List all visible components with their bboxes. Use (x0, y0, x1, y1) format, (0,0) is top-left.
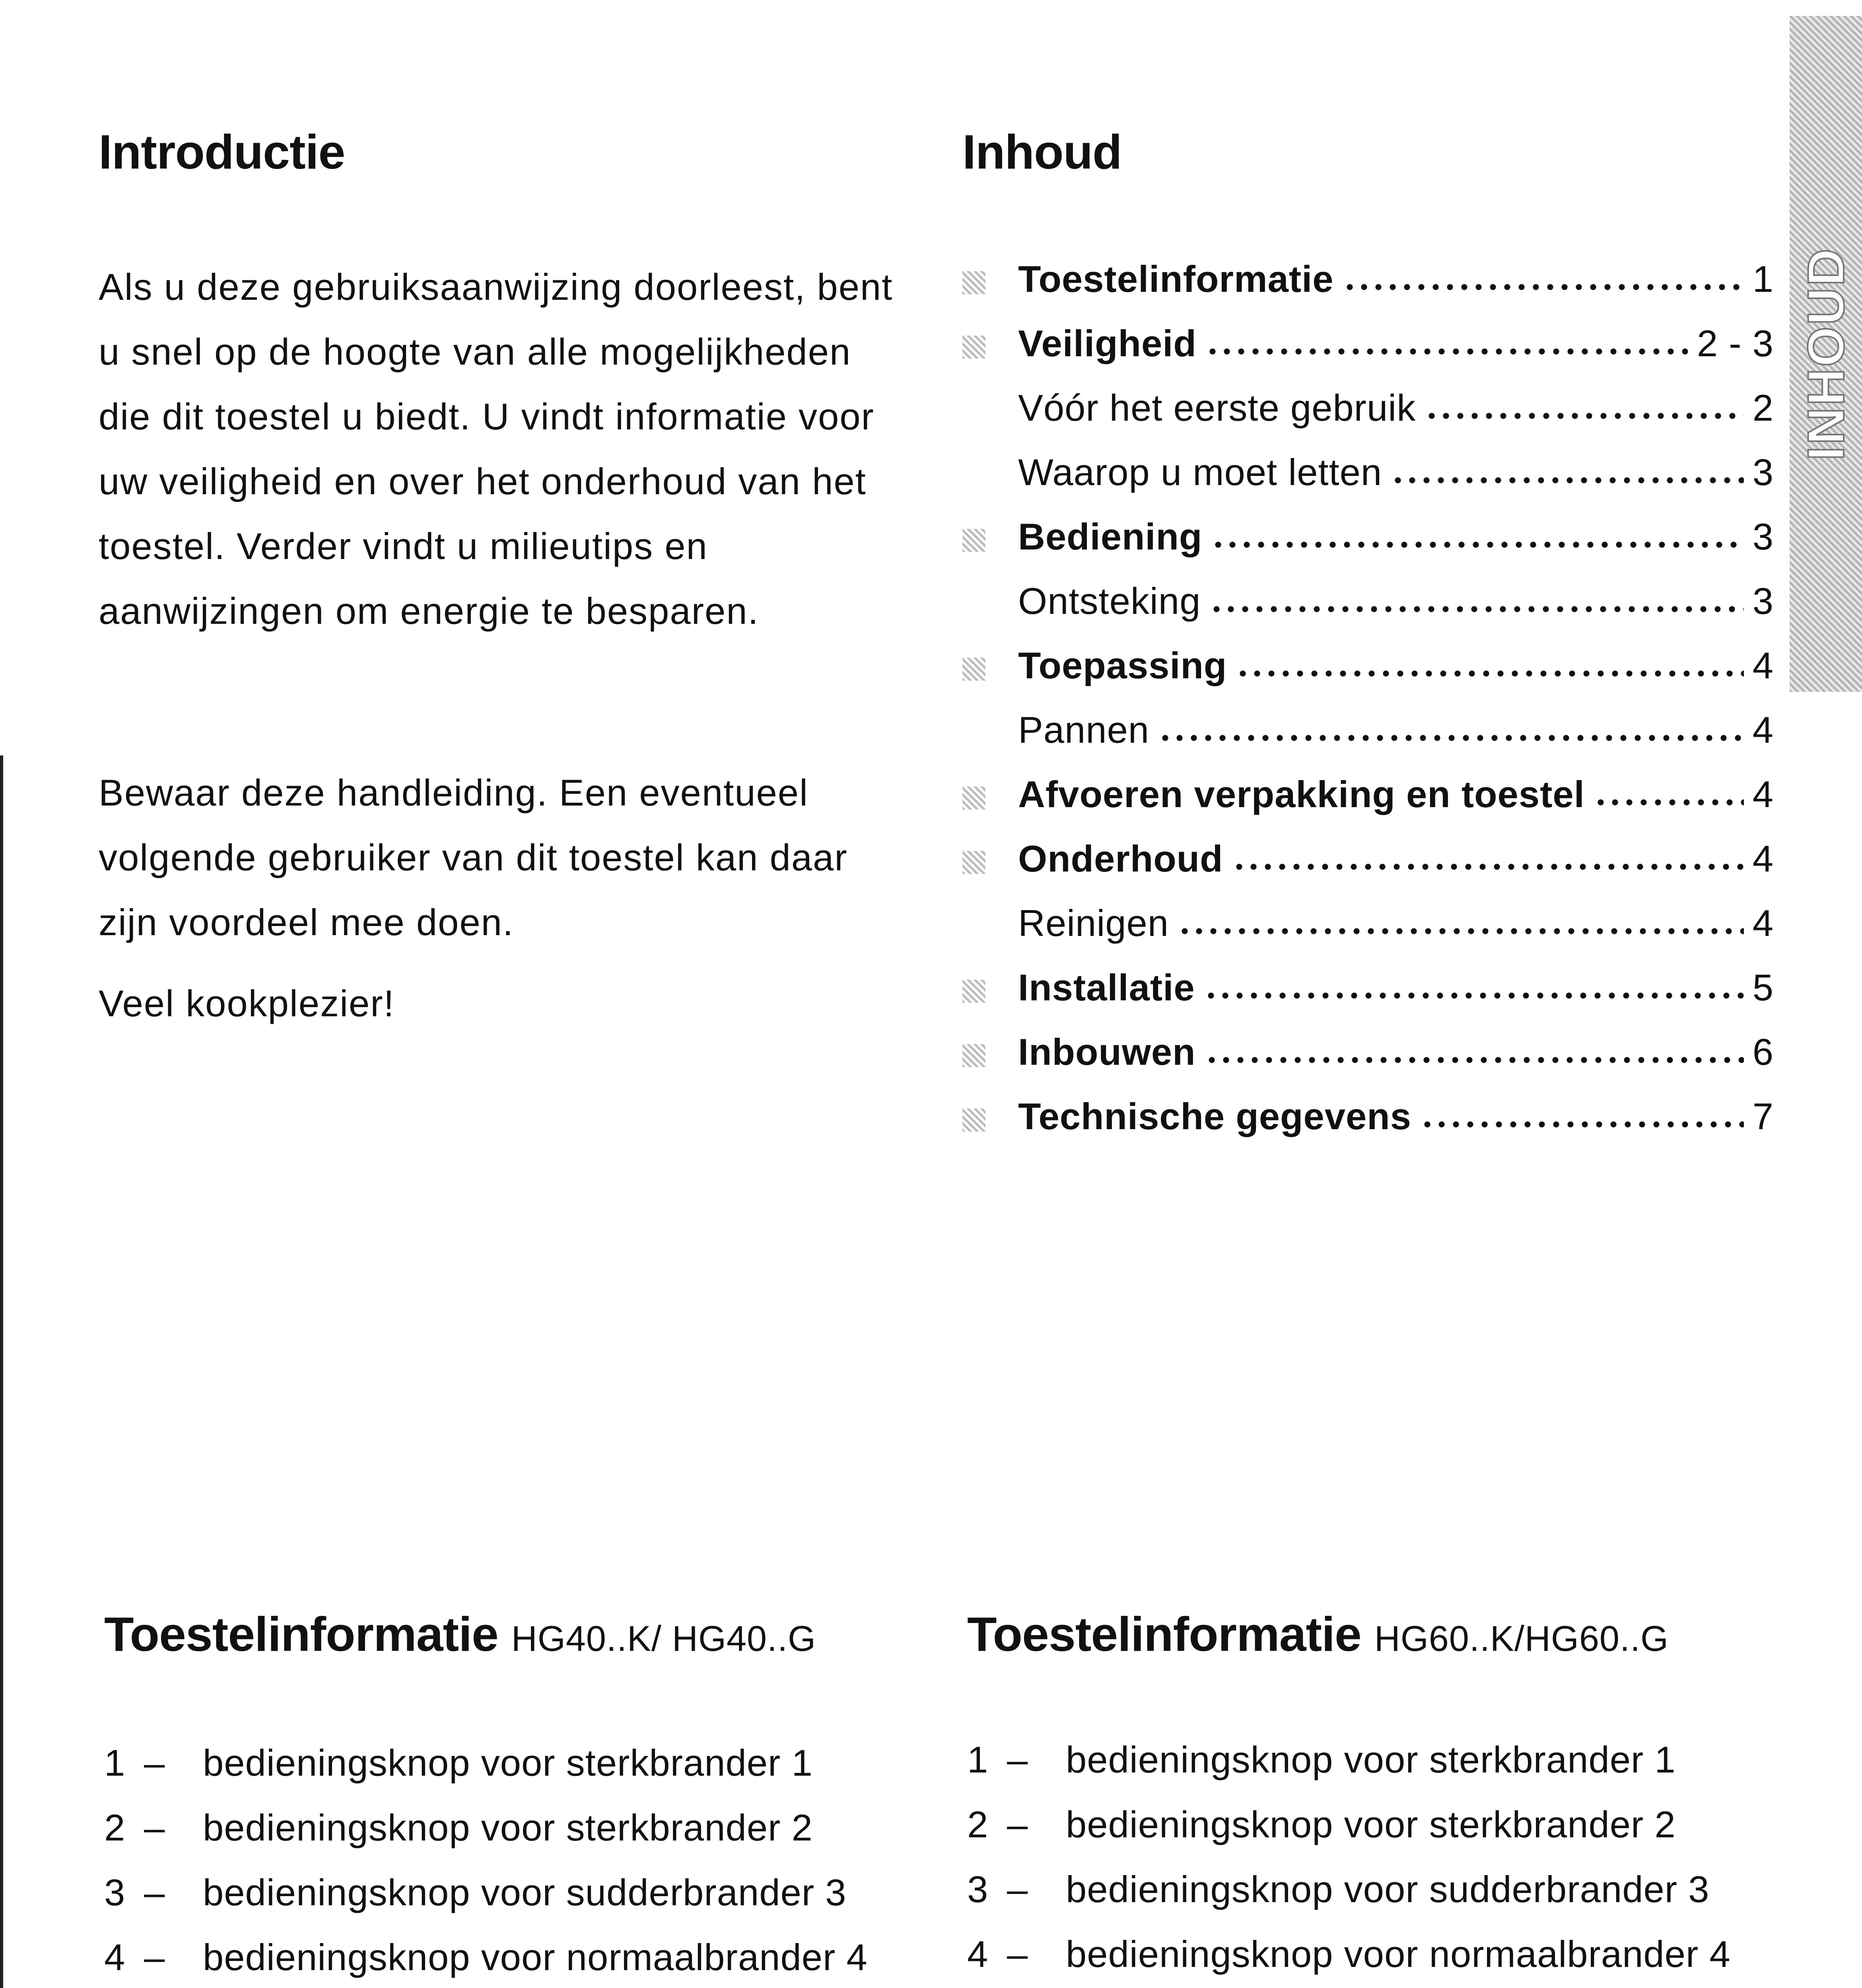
list-dash: – (144, 1742, 165, 1784)
component-list-left (104, 1734, 963, 1988)
toc-entry (962, 701, 1774, 766)
toc-entry-line (1018, 580, 1774, 627)
component-description: bedieningsknop voor sudderbrander 3 (1066, 1868, 1710, 1910)
toc-entry-line (1018, 773, 1774, 821)
list-dash: – (144, 1807, 165, 1848)
toc-entry (962, 379, 1774, 444)
toc-entry-title: Bediening (1018, 516, 1203, 557)
dot-leader (1205, 1035, 1744, 1065)
dot-leader (1236, 648, 1743, 678)
toc-entry-line (1018, 515, 1774, 563)
model-number: HG60..K/HG60..G (1374, 1619, 1669, 1659)
component-description: bedieningsknop voor sterkbrander 2 (203, 1807, 813, 1848)
section-tab-label: INHOUD (1797, 247, 1855, 461)
component-item (104, 1734, 963, 1798)
component-item (967, 1860, 1826, 1925)
toc-entry-line (1018, 1031, 1774, 1078)
intro-line: Als u deze gebruiksaanwijzing doorleest, bent (99, 266, 893, 308)
toc-page-number: 2 (1752, 387, 1774, 429)
toc-entry-line (1018, 902, 1774, 949)
component-description: bedieningsknop voor normaalbrander 4 (1066, 1933, 1731, 1975)
toc-entry-title: Vóór het eerste gebruik (1018, 387, 1416, 429)
intro-line: Veel kookplezier! (99, 982, 395, 1024)
toc-entry (962, 315, 1774, 379)
component-item (104, 1928, 963, 1988)
dot-leader (1211, 519, 1743, 549)
dot-leader (1420, 1099, 1744, 1129)
section-tab-inhoud (1790, 16, 1862, 692)
toc-entry-line (1018, 644, 1774, 692)
intro-line: die dit toestel u biedt. U vindt informatie voor (99, 396, 875, 437)
section-marker-icon (962, 271, 985, 294)
toc-page-number: 4 (1752, 645, 1774, 686)
toc-entry (962, 959, 1774, 1023)
list-dash: – (1007, 1933, 1028, 1975)
section-marker-icon (962, 851, 985, 874)
toc-entry-line (1018, 322, 1774, 370)
intro-line: zijn voordeel mee doen. (99, 901, 514, 943)
toc-entry-title: Onderhoud (1018, 838, 1223, 879)
intro-line: uw veiligheid en over het onderhoud van het (99, 460, 867, 502)
dot-leader (1178, 906, 1744, 936)
dot-leader (1343, 262, 1744, 292)
section-marker-icon (962, 1044, 985, 1067)
dot-leader (1205, 326, 1688, 356)
section-marker-icon (962, 529, 985, 552)
intro-paragraph-2 (99, 760, 918, 955)
dot-leader (1425, 390, 1744, 421)
dot-leader (1158, 712, 1744, 743)
section-marker-icon (962, 336, 985, 359)
toc-page-number: 4 (1752, 709, 1774, 751)
component-description: bedieningsknop voor normaalbrander 4 (203, 1936, 868, 1978)
toc-entry-title: Reinigen (1018, 902, 1169, 944)
dot-leader (1204, 970, 1744, 1000)
list-dash: – (1007, 1804, 1028, 1845)
component-number: 3 (967, 1868, 989, 1910)
intro-line: Bewaar deze handleiding. Een eventueel (99, 772, 809, 813)
toc-heading: Inhoud (962, 125, 1122, 179)
toc-entry (962, 637, 1774, 701)
toc-page-number: 7 (1752, 1095, 1774, 1137)
intro-line: u snel op de hoogte van alle mogelijkheden (99, 331, 851, 373)
list-dash: – (144, 1936, 165, 1978)
model-number: HG40..K/ HG40..G (511, 1619, 816, 1659)
toc-entry (962, 508, 1774, 573)
device-info-title: Toestelinformatie (967, 1607, 1361, 1661)
intro-line: toestel. Verder vindt u milieutips en (99, 525, 708, 567)
section-marker-icon (962, 980, 985, 1003)
list-dash: – (144, 1872, 165, 1913)
dot-leader (1594, 777, 1744, 807)
toc-entry (962, 895, 1774, 959)
toc-entry-line (1018, 386, 1774, 434)
toc-entry-title: Waarop u moet letten (1018, 451, 1382, 493)
toc-entry-line (1018, 451, 1774, 499)
component-number: 1 (104, 1742, 126, 1784)
component-item (967, 1795, 1826, 1860)
toc-page-number: 3 (1752, 516, 1774, 557)
toc-entry (962, 1023, 1774, 1088)
toc-page-number: 4 (1752, 902, 1774, 944)
toc-entry-title: Technische gegevens (1018, 1095, 1411, 1137)
component-item (104, 1798, 963, 1863)
component-number: 2 (967, 1804, 989, 1845)
component-number: 2 (104, 1807, 126, 1848)
component-description: bedieningsknop voor sudderbrander 3 (203, 1872, 847, 1913)
toc-page-number: 3 (1752, 580, 1774, 622)
page-edge-line (0, 755, 3, 1988)
component-number: 4 (967, 1933, 989, 1975)
intro-line: volgende gebruiker van dit toestel kan daar (99, 837, 848, 878)
component-description: bedieningsknop voor sterkbrander 2 (1066, 1804, 1676, 1845)
dot-leader (1232, 841, 1744, 872)
dot-leader (1391, 455, 1744, 485)
component-item (104, 1863, 963, 1928)
toc-entry-line (1018, 966, 1774, 1014)
component-item (967, 1925, 1826, 1988)
intro-line: aanwijzingen om energie te besparen. (99, 590, 759, 632)
toc-entry-title: Inbouwen (1018, 1031, 1196, 1073)
component-number: 1 (967, 1739, 989, 1780)
toc-page-number: 5 (1752, 967, 1774, 1008)
toc-entry-title: Toestelinformatie (1018, 258, 1334, 300)
toc-entry (962, 444, 1774, 508)
toc-entry-line (1018, 837, 1774, 885)
component-number: 4 (104, 1936, 126, 1978)
toc-entry-line (1018, 1095, 1774, 1143)
device-info-heading-left (104, 1606, 816, 1662)
toc-page-number: 1 (1752, 258, 1774, 300)
device-info-title: Toestelinformatie (104, 1607, 498, 1661)
component-description: bedieningsknop voor sterkbrander 1 (1066, 1739, 1676, 1780)
list-dash: – (1007, 1868, 1028, 1910)
toc-entry-title: Afvoeren verpakking en toestel (1018, 773, 1585, 815)
toc-entry (962, 766, 1774, 830)
intro-heading: Introductie (99, 125, 345, 179)
toc-entry-title: Veiligheid (1018, 322, 1197, 364)
intro-paragraph-3 (99, 971, 918, 1036)
toc-entry-title: Toepassing (1018, 645, 1227, 686)
toc-page-number: 6 (1752, 1031, 1774, 1073)
component-list-right (967, 1730, 1826, 1988)
toc-entry (962, 573, 1774, 637)
toc-entry-line (1018, 258, 1774, 305)
table-of-contents (962, 250, 1774, 1152)
toc-entry-title: Installatie (1018, 967, 1195, 1008)
list-dash: – (1007, 1739, 1028, 1780)
component-item (967, 1730, 1826, 1795)
component-number: 3 (104, 1872, 126, 1913)
toc-page-number: 4 (1752, 773, 1774, 815)
toc-page-number: 2 - 3 (1697, 322, 1774, 364)
toc-entry (962, 1088, 1774, 1152)
toc-entry-title: Pannen (1018, 709, 1150, 751)
section-marker-icon (962, 658, 985, 681)
section-marker-icon (962, 786, 985, 810)
section-marker-icon (962, 1109, 985, 1132)
toc-page-number: 3 (1752, 451, 1774, 493)
toc-entry-title: Ontsteking (1018, 580, 1201, 622)
component-description: bedieningsknop voor sterkbrander 1 (203, 1742, 813, 1784)
toc-entry (962, 250, 1774, 315)
toc-page-number: 4 (1752, 838, 1774, 879)
device-info-heading-right (967, 1606, 1669, 1662)
toc-entry-line (1018, 709, 1774, 756)
toc-entry (962, 830, 1774, 895)
dot-leader (1209, 584, 1743, 614)
intro-paragraph-1 (99, 254, 918, 643)
